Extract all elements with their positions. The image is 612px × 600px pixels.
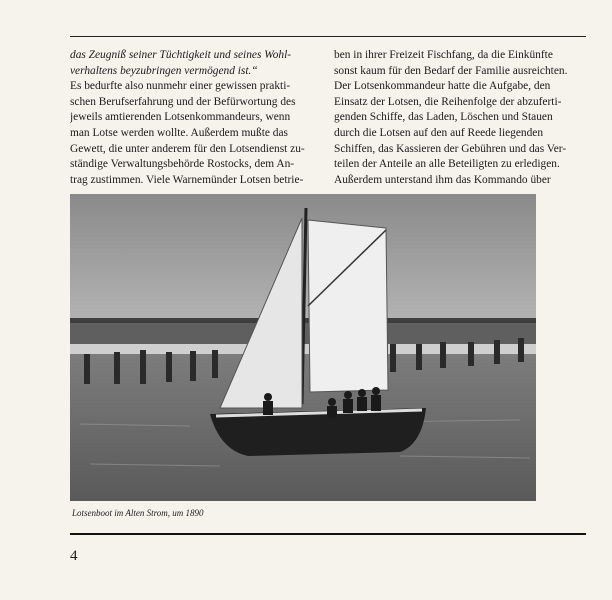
text-line: genden Schiffe, das Laden, Löschen und Stauen: [334, 111, 553, 124]
text-line: Außerdem unterstand ihm das Kommando über: [334, 173, 551, 186]
right-text-column: [334, 48, 586, 188]
text-line: verhaltens beyzubringen vermögend ist.“: [70, 64, 258, 77]
text-line: ben in ihrer Freizeit Fischfang, da die Einkünfte: [334, 49, 553, 61]
text-line: das Zeugniß seiner Tüchtigkeit und seines Wohl-: [70, 49, 292, 61]
bottom-rule: [70, 533, 586, 535]
text-line: Gewett, die unter anderem für den Lotsendienst zu-: [70, 142, 305, 155]
text-line: man Lotse werden wollte. Außerdem mußte das: [70, 126, 288, 139]
text-line: Schiffen, das Kassieren der Gebühren und das Ver-: [334, 142, 567, 155]
harbor-photo: [70, 194, 536, 501]
text-line: teilen der Anteile an alle Beteiligten zu erledigen.: [334, 158, 560, 171]
sailboat-illustration: [70, 194, 536, 501]
text-line: durch die Lotsen auf den auf Reede liegenden: [334, 126, 544, 139]
text-line: Der Lotsenkommandeur hatte die Aufgabe, den: [334, 80, 551, 93]
text-line: Es bedurfte also nunmehr einer gewissen prakti-: [70, 80, 291, 93]
text-line: Einsatz der Lotsen, die Reihenfolge der abzuferti-: [334, 95, 562, 108]
text-line: trag zustimmen. Viele Warnemünder Lotsen betrie-: [70, 173, 304, 186]
top-rule: [70, 36, 586, 37]
text-line: ständige Verwaltungsbehörde Rostocks, dem An-: [70, 158, 295, 171]
photo-caption: Lotsenboot im Alten Strom, um 1890: [72, 508, 204, 518]
text-line: jeweils amtierenden Lotsenkommandeurs, wenn: [70, 111, 291, 124]
text-line: schen Berufserfahrung und der Befürwortung des: [70, 95, 296, 108]
text-line: sonst kaum für den Bedarf der Familie ausreichten.: [334, 64, 568, 77]
left-text-column: [70, 48, 322, 188]
page-number: 4: [70, 548, 78, 564]
